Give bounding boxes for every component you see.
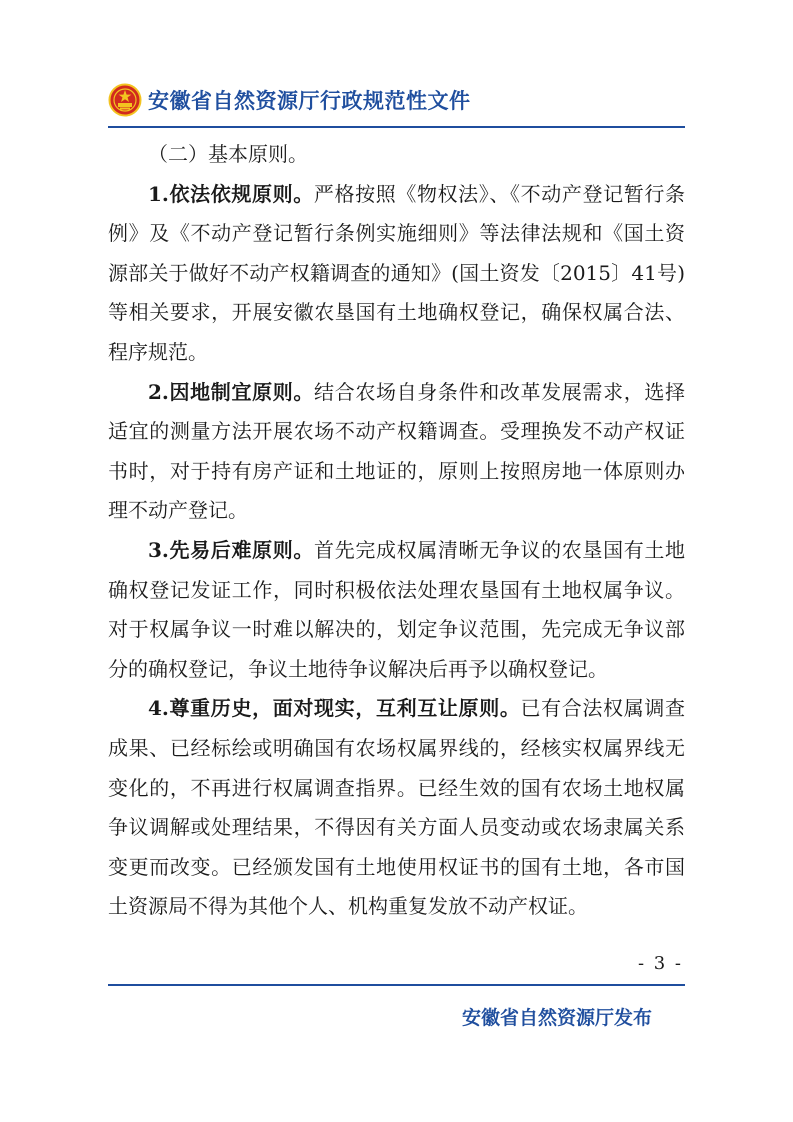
- footer-divider: [108, 984, 685, 986]
- publisher-label: 安徽省自然资源厅发布: [462, 1007, 653, 1029]
- principle-text: 严格按照《物权法》、《不动产登记暂行条例》及《不动产登记暂行条例实施细则》等法律法规和《国土资源部关于做好不动产权籍调查的通知》(国土资发〔2015〕41号)等相关要求，开展安徽农垦国有土地确权登记，确保权属合法、程序规范。: [108, 181, 685, 364]
- principle-paragraph: [108, 531, 685, 689]
- principle-text: 已有合法权属调查成果、已经标绘或明确国有农场权属界线的，经核实权属界线无变化的，不再进行权属调查指界。已经生效的国有农场土地权属争议调解或处理结果，不得因有关方面人员变动或农场隶属关系变更而改变。已经颁发国有土地使用权证书的国有土地，各市国土资源局不得为其他个人、机构重复发放不动产权证。: [108, 696, 685, 919]
- principle-title: 4.尊重历史，面对现实，互利互让原则。: [148, 696, 521, 721]
- principle-text: 首先完成权属清晰无争议的农垦国有土地确权登记发证工作，同时积极依法处理农垦国有土地权属争议。对于权属争议一时难以解决的，划定争议范围，先完成无争议部分的确权登记，争议土地待争议解决后再予以确权登记。: [108, 537, 686, 681]
- page-number: - 3 -: [637, 953, 683, 974]
- principle-paragraph: [108, 175, 685, 373]
- header-divider: [108, 126, 685, 128]
- principle-title: 2.因地制宜原则。: [148, 379, 315, 404]
- national-emblem-icon: [108, 83, 142, 117]
- header-title: 安徽省自然资源厅行政规范性文件: [148, 89, 471, 113]
- document-header: [108, 83, 471, 117]
- principle-paragraph: [108, 689, 685, 927]
- principle-title: 3.先易后难原则。: [148, 537, 315, 562]
- section-heading: （二）基本原则。: [148, 142, 308, 166]
- document-body: [108, 135, 685, 927]
- principle-text: 结合农场自身条件和改革发展需求，选择适宜的测量方法开展农场不动产权籍调查。受理换发不动产权证书时，对于持有房产证和土地证的，原则上按照房地一体原则办理不动产登记。: [108, 379, 686, 523]
- principle-paragraph: [108, 373, 685, 531]
- principle-title: 1.依法依规原则。: [148, 181, 314, 206]
